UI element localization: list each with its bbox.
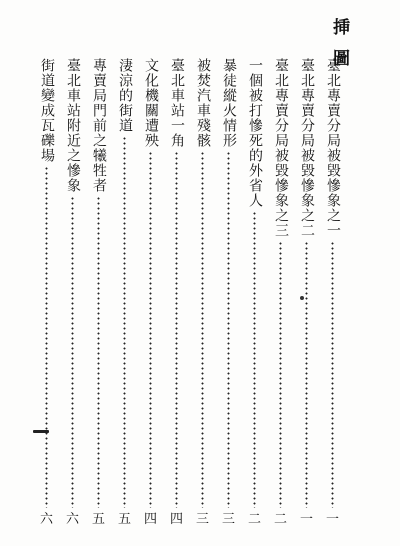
leader-dots (45, 166, 48, 508)
leader-dots (253, 211, 256, 508)
entry-title: 街道變成瓦礫場 (39, 58, 55, 163)
entry-title: 臺北車站附近之慘象 (65, 58, 81, 193)
entry-page-number: 一 (299, 512, 313, 527)
illustration-list (37, 58, 342, 528)
entry-title: 一個被打慘死的外省人 (247, 58, 263, 208)
ink-spot (300, 296, 304, 300)
leader-dots (227, 151, 230, 508)
list-entry (245, 58, 264, 528)
list-entry (89, 58, 108, 528)
list-entry (167, 58, 186, 528)
list-entry (141, 58, 160, 528)
leader-dots (305, 241, 308, 508)
leader-dots (331, 241, 334, 508)
entry-title: 臺北車站一角 (169, 58, 185, 148)
list-entry (115, 58, 134, 528)
leader-dots (149, 151, 152, 508)
entry-page-number: 二 (273, 512, 287, 527)
list-entry (271, 58, 290, 528)
entry-page-number: 四 (169, 512, 183, 527)
entry-title: 被焚汽車殘骸 (195, 58, 211, 148)
page-title: 挿圖 (329, 18, 349, 80)
entry-page-number: 一 (325, 512, 339, 527)
margin-mark (33, 430, 49, 433)
entry-page-number: 五 (117, 512, 131, 527)
list-entry (323, 58, 342, 528)
entry-title: 臺北專賣分局被毀慘象之二 (299, 58, 315, 238)
list-entry (297, 58, 316, 528)
leader-dots (97, 196, 100, 508)
entry-title: 專賣局門前之犧牲者 (91, 58, 107, 193)
entry-page-number: 二 (247, 512, 261, 527)
entry-page-number: 六 (65, 512, 79, 527)
entry-page-number: 三 (221, 512, 235, 527)
list-entry (63, 58, 82, 528)
leader-dots (123, 136, 126, 508)
entry-page-number: 三 (195, 512, 209, 527)
entry-page-number: 六 (39, 512, 53, 527)
entry-title: 暴徒縱火情形 (221, 58, 237, 148)
leader-dots (279, 241, 282, 508)
leader-dots (71, 196, 74, 508)
list-entry (219, 58, 238, 528)
leader-dots (201, 151, 204, 508)
entry-page-number: 五 (91, 512, 105, 527)
list-entry (193, 58, 212, 528)
entry-title: 臺北專賣分局被毀慘象之三 (273, 58, 289, 238)
list-entry (37, 58, 56, 528)
entry-page-number: 四 (143, 512, 157, 527)
entry-title: 淒涼的街道 (117, 58, 133, 133)
entry-title: 文化機關遭殃 (143, 58, 159, 148)
entry-title: 臺北專賣分局被毀慘象之一 (325, 58, 341, 238)
leader-dots (175, 151, 178, 508)
